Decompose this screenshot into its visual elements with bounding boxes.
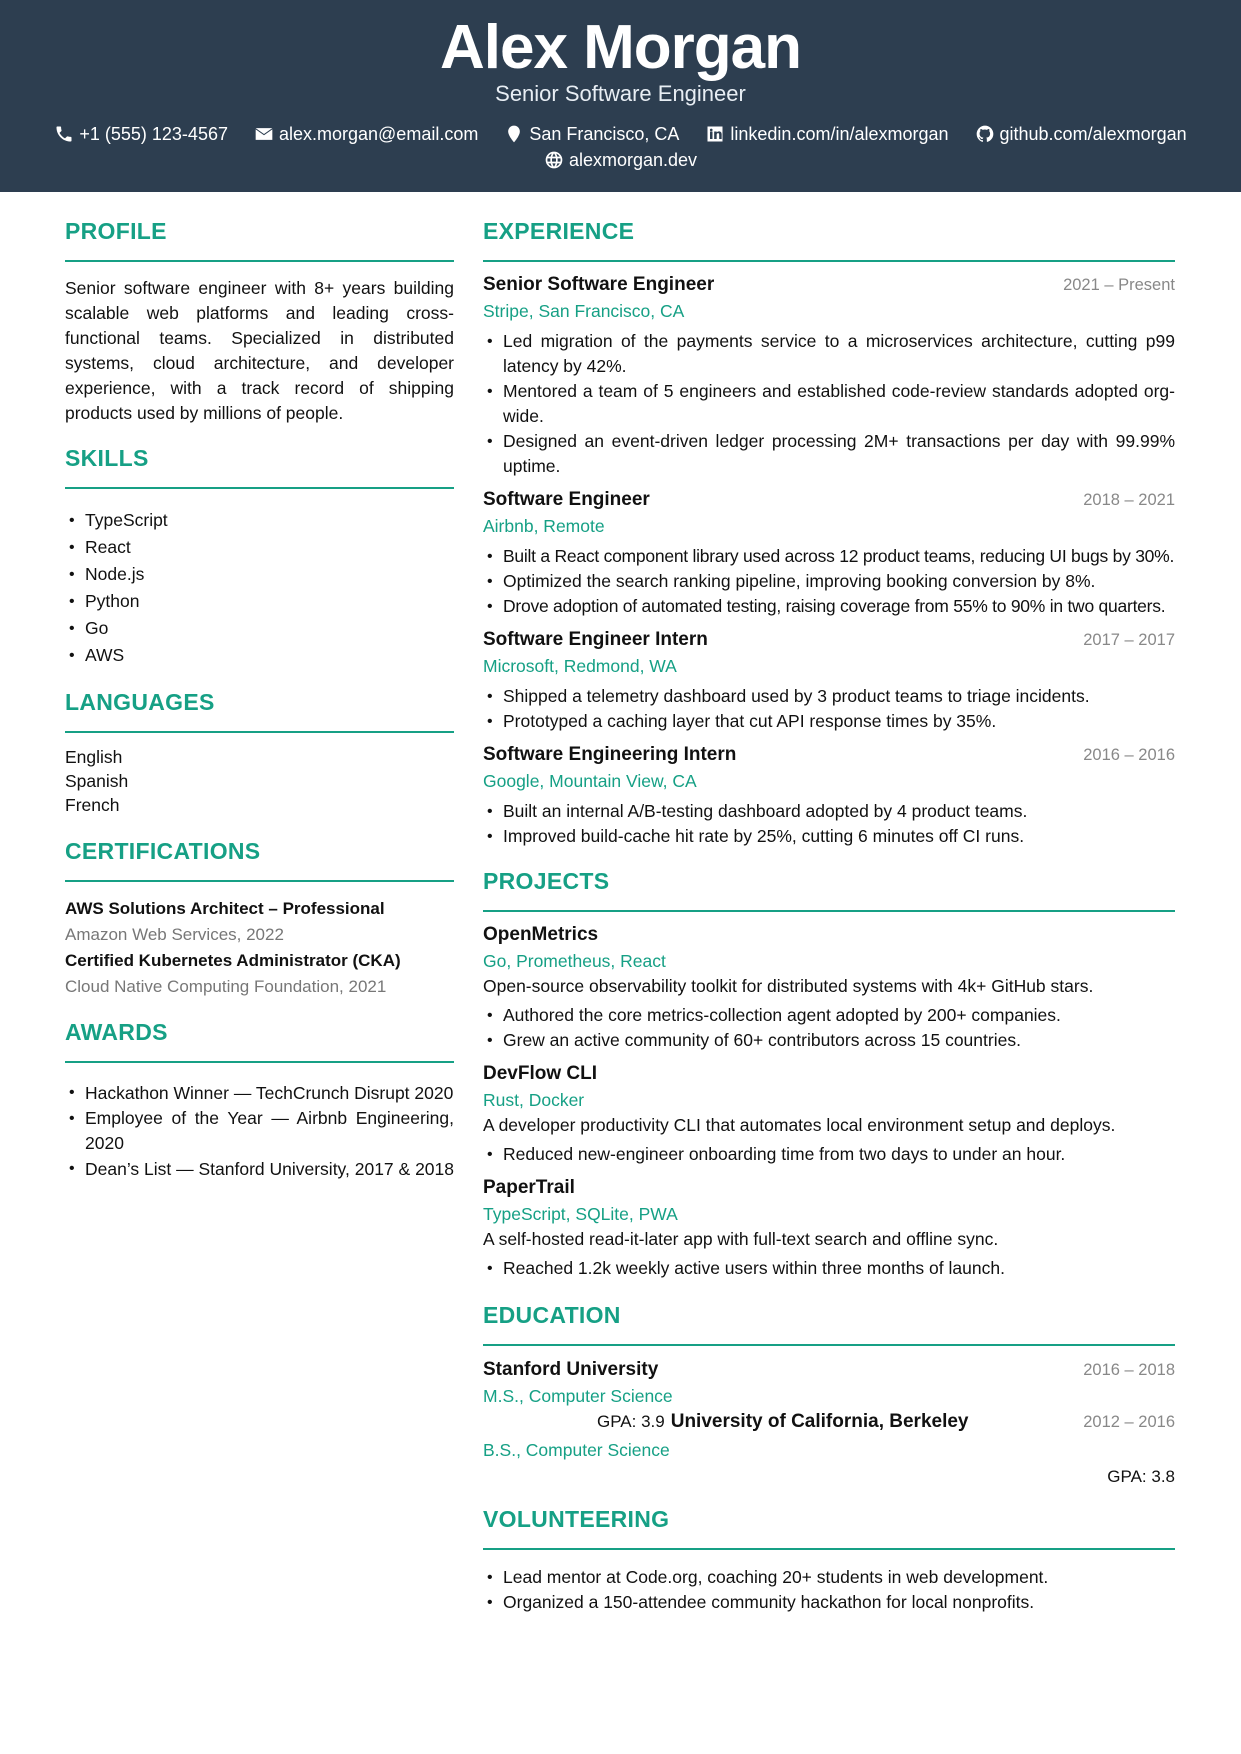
contact-linkedin-text: linkedin.com/in/alexmorgan <box>730 124 949 144</box>
list-item: • Led migration of the payments service to a microservices architecture, cutting p99 latency by 42%. <box>483 329 1175 379</box>
job-company: Stripe, San Francisco, CA <box>483 301 685 321</box>
list-item: • Employee of the Year — Airbnb Engineering, 2020 <box>65 1106 454 1156</box>
list-item: • Node.js <box>65 561 454 588</box>
education-dates: 2012 – 2016 <box>1083 1413 1175 1431</box>
project-description: A self-hosted read-it-later app with full-text search and offline sync. <box>483 1229 999 1249</box>
project-tech: Go, Prometheus, React <box>483 951 666 971</box>
project-bullets <box>483 1142 1175 1167</box>
section-divider <box>483 1548 1175 1550</box>
section-divider <box>65 880 454 882</box>
job-dates: 2021 – Present <box>1063 276 1175 294</box>
job-company: Google, Mountain View, CA <box>483 771 697 791</box>
list-item: • Drove adoption of automated testing, raising coverage from 55% to 90% in two quarters. <box>483 594 1175 619</box>
candidate-title: Senior Software Engineer <box>495 81 746 106</box>
certification-name: Certified Kubernetes Administrator (CKA) <box>65 951 401 970</box>
job-dates: 2017 – 2017 <box>1083 631 1175 649</box>
list-item: • Authored the core metrics-collection agent adopted by 200+ companies. <box>483 1003 1175 1028</box>
contact-phone[interactable] <box>54 121 228 147</box>
project-name: PaperTrail <box>483 1177 575 1198</box>
contact-email-text: alex.morgan@email.com <box>278 124 479 144</box>
section-divider <box>483 1344 1175 1346</box>
contact-linkedin[interactable] <box>705 121 948 147</box>
profile-section <box>65 216 454 426</box>
section-divider <box>483 910 1175 912</box>
job-title: Software Engineering Intern <box>483 744 737 765</box>
section-heading: PROJECTS <box>483 868 610 894</box>
volunteering-list <box>483 1565 1175 1615</box>
job-bullets <box>483 799 1175 849</box>
skills-section <box>65 443 454 669</box>
list-item: • Go <box>65 615 454 642</box>
job-bullets <box>483 684 1175 734</box>
project-entry <box>483 1175 1175 1281</box>
list-item: • Built a React component library used across 12 product teams, reducing UI bugs by 30%. <box>483 544 1175 569</box>
job-bullets <box>483 329 1175 479</box>
section-heading: PROFILE <box>65 218 167 244</box>
awards-section <box>65 1017 454 1182</box>
list-item: • TypeScript <box>65 507 454 534</box>
awards-list <box>65 1080 454 1182</box>
certification-issuer: Amazon Web Services, 2022 <box>65 925 284 944</box>
list-item: • Built an internal A/B-testing dashboard adopted by 4 product teams. <box>483 799 1175 824</box>
school-name: University of California, Berkeley <box>670 1411 969 1432</box>
list-item: • Hackathon Winner — TechCrunch Disrupt 2020 <box>65 1080 454 1106</box>
section-heading: CERTIFICATIONS <box>65 838 261 864</box>
resume-header <box>0 0 1241 192</box>
section-heading: LANGUAGES <box>65 689 215 715</box>
contact-github-text: github.com/alexmorgan <box>999 124 1187 144</box>
job-entry <box>483 627 1175 734</box>
list-item: • Mentored a team of 5 engineers and established code-review standards adopted org-wide. <box>483 379 1175 429</box>
certification-name: AWS Solutions Architect – Professional <box>65 899 385 918</box>
certification-item <box>65 948 454 1000</box>
list-item: • Shipped a telemetry dashboard used by 3 product teams to triage incidents. <box>483 684 1175 709</box>
linkedin-icon <box>705 124 725 144</box>
section-divider <box>65 260 454 262</box>
job-bullets <box>483 544 1175 619</box>
list-item: French <box>65 795 120 815</box>
contact-location <box>504 121 679 147</box>
certifications-section <box>65 836 454 1000</box>
list-item: • Prototyped a caching layer that cut API response times by 35%. <box>483 709 1175 734</box>
section-divider <box>483 260 1175 262</box>
certification-item <box>65 896 454 948</box>
project-description: A developer productivity CLI that automates local environment setup and deploys. <box>483 1115 1116 1135</box>
job-entry <box>483 742 1175 849</box>
projects-section <box>483 866 1175 1281</box>
globe-icon <box>544 150 564 170</box>
list-item: • Optimized the search ranking pipeline, improving booking conversion by 8%. <box>483 569 1175 594</box>
project-tech: Rust, Docker <box>483 1090 585 1110</box>
list-item: • Designed an event-driven ledger processing 2M+ transactions per day with 99.99% uptime. <box>483 429 1175 479</box>
list-item: • Improved build-cache hit rate by 25%, cutting 6 minutes off CI runs. <box>483 824 1175 849</box>
experience-section <box>483 216 1175 849</box>
skills-list <box>65 507 454 669</box>
map-pin-icon <box>504 124 524 144</box>
project-name: DevFlow CLI <box>483 1063 598 1084</box>
list-item: • AWS <box>65 642 454 669</box>
education-entry <box>483 1357 1175 1409</box>
list-item: • React <box>65 534 454 561</box>
degree: M.S., Computer Science <box>483 1386 673 1406</box>
project-tech: TypeScript, SQLite, PWA <box>483 1204 678 1224</box>
candidate-name: Alex Morgan <box>439 13 802 82</box>
project-description: Open-source observability toolkit for distributed systems with 4k+ GitHub stars. <box>483 976 1094 996</box>
section-heading: AWARDS <box>65 1019 168 1045</box>
list-item: • Reached 1.2k weekly active users within three months of launch. <box>483 1256 1175 1281</box>
education-section <box>483 1300 1175 1489</box>
languages-list <box>65 745 454 817</box>
school-name: Stanford University <box>483 1359 659 1380</box>
envelope-icon <box>254 124 274 144</box>
section-heading: EDUCATION <box>483 1302 621 1328</box>
list-item: • Reduced new-engineer onboarding time from two days to under an hour. <box>483 1142 1175 1167</box>
section-heading: VOLUNTEERING <box>483 1506 670 1532</box>
contact-github[interactable] <box>975 121 1187 147</box>
gpa: GPA: 3.8 <box>1107 1467 1175 1486</box>
section-heading: SKILLS <box>65 445 149 471</box>
project-bullets <box>483 1003 1175 1053</box>
job-title: Senior Software Engineer <box>483 274 715 295</box>
section-divider <box>65 731 454 733</box>
contact-phone-text: +1 (555) 123-4567 <box>79 124 228 144</box>
profile-summary: Senior software engineer with 8+ years building scalable web platforms and leading cross-functional teams. Specialized in distributed systems, cloud architecture, and developer experience, with a track record of shipping products used by millions of people. <box>65 278 454 423</box>
section-divider <box>65 487 454 489</box>
left-column <box>65 216 454 1182</box>
project-bullets <box>483 1256 1175 1281</box>
job-title: Software Engineer Intern <box>483 629 708 650</box>
job-dates: 2018 – 2021 <box>1083 491 1175 509</box>
education-entry <box>483 1409 1175 1489</box>
education-dates: 2016 – 2018 <box>1083 1361 1175 1379</box>
section-heading: EXPERIENCE <box>483 218 635 244</box>
github-icon <box>975 124 995 144</box>
list-item: • Python <box>65 588 454 615</box>
job-entry <box>483 272 1175 479</box>
project-entry <box>483 922 1175 1053</box>
list-item: • Organized a 150-attendee community hackathon for local nonprofits. <box>483 1590 1175 1615</box>
contact-location-text: San Francisco, CA <box>529 124 680 144</box>
job-title: Software Engineer <box>483 489 650 510</box>
contact-email[interactable] <box>254 121 478 147</box>
job-company: Airbnb, Remote <box>483 516 605 536</box>
list-item: • Dean’s List — Stanford University, 2017 & 2018 <box>65 1156 454 1182</box>
volunteering-section <box>483 1504 1175 1615</box>
job-entry <box>483 487 1175 619</box>
job-dates: 2016 – 2016 <box>1083 746 1175 764</box>
job-company: Microsoft, Redmond, WA <box>483 656 677 676</box>
list-item: • Lead mentor at Code.org, coaching 20+ students in web development. <box>483 1565 1175 1590</box>
contact-website-text: alexmorgan.dev <box>568 150 698 170</box>
certification-issuer: Cloud Native Computing Foundation, 2021 <box>65 977 387 996</box>
list-item: Spanish <box>65 771 129 791</box>
phone-icon <box>54 124 74 144</box>
project-entry <box>483 1061 1175 1167</box>
right-column <box>483 216 1175 1615</box>
project-name: OpenMetrics <box>483 924 599 945</box>
degree: B.S., Computer Science <box>483 1440 670 1460</box>
section-divider <box>65 1061 454 1063</box>
contact-bar <box>0 121 1241 173</box>
languages-section <box>65 687 454 817</box>
contact-website[interactable] <box>544 147 697 173</box>
gpa: GPA: 3.9 <box>597 1412 665 1431</box>
list-item: • Grew an active community of 60+ contributors across 15 countries. <box>483 1028 1175 1053</box>
list-item: English <box>65 747 123 767</box>
